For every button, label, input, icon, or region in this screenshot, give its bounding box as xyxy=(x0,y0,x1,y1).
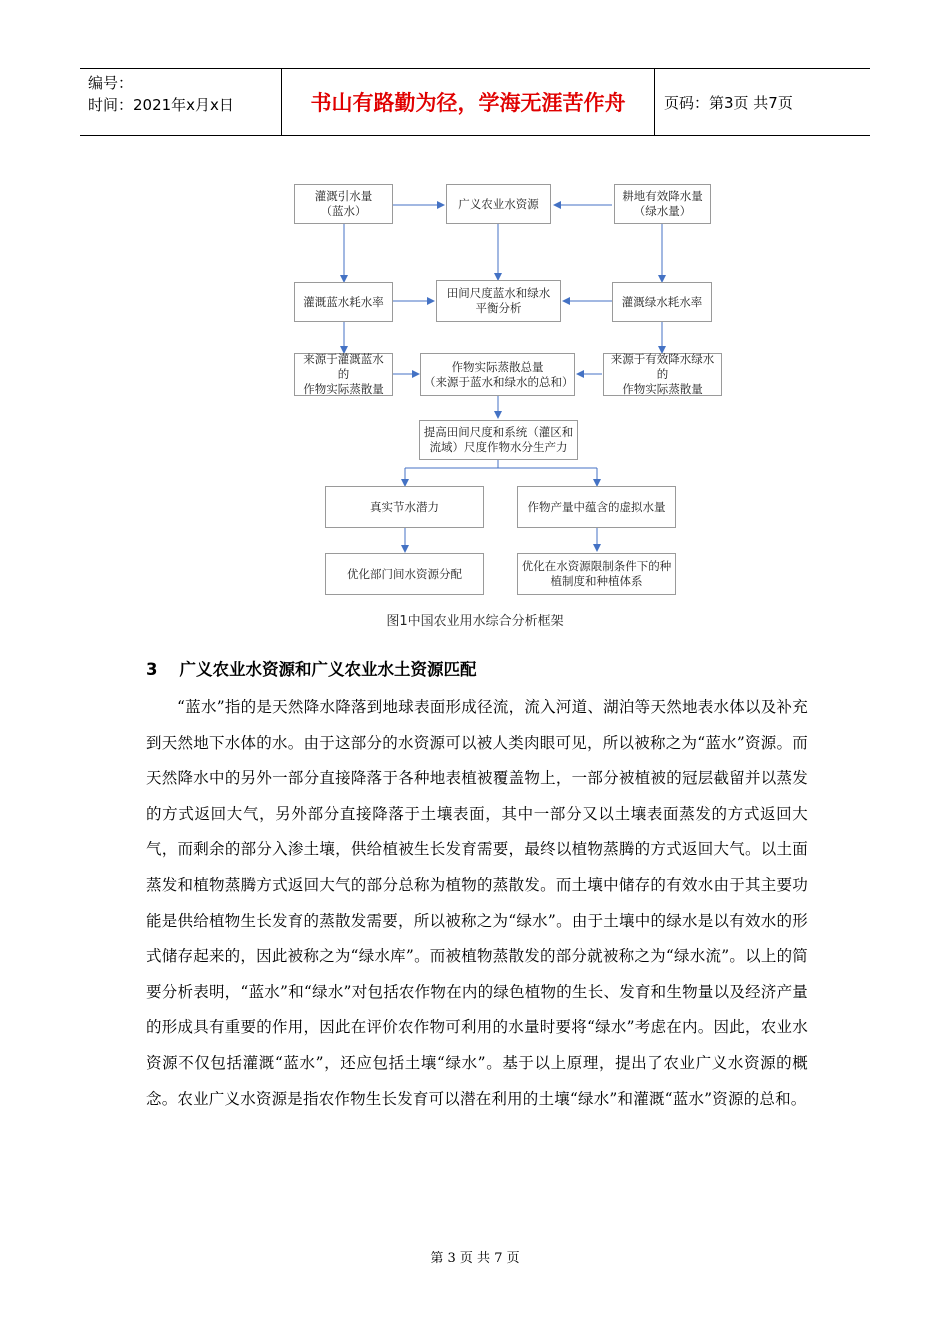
code-label: 编号： xyxy=(88,74,134,92)
box-broad-water-resources: 广义农业水资源 xyxy=(446,184,551,224)
box-effective-precipitation: 耕地有效降水量 （绿水量） xyxy=(614,184,711,224)
box-green-consumption-rate: 灌溉绿水耗水率 xyxy=(612,282,712,322)
box-irrigation-intake: 灌溉引水量 （蓝水） xyxy=(294,184,393,224)
box-blue-consumption-rate: 灌溉蓝水耗水率 xyxy=(294,282,393,322)
box-water-saving-potential: 真实节水潜力 xyxy=(325,486,484,528)
section-heading xyxy=(146,656,476,680)
header-motto: 书山有路勤为径，学海无涯苦作舟 xyxy=(310,91,626,115)
box-field-balance: 田间尺度蓝水和绿水 平衡分析 xyxy=(436,280,561,322)
box-sector-allocation: 优化部门间水资源分配 xyxy=(325,553,484,595)
body-paragraph: “蓝水”指的是天然降水降落到地球表面形成径流，流入河道、湖泊等天然地表水体以及补充到天然地下水体的水。由于这部分的水资源可以被人类肉眼可见，所以被称之为“蓝水”资源。而天然降水中的另外一部分直接降落于各种地表植被覆盖物上，一部分被植被的冠层截留并以蒸发的方式返回大气，另外部分直接降落于土壤表面，其中一部分又以土壤表面蒸发的方式返回大气，而剩余的部分入渗土壤，供给植被生长发育需要，最终以植物蒸腾的方式返回大气。以土面蒸发和植物蒸腾方式返回大气的部分总称为植物的蒸散发。而土壤中储存的有效水由于其主要功能是供给植物生长发育的蒸散发需要，所以被称之为“绿水”。由于土壤中的绿水是以有效水的形式储存起来的，因此被称之为“绿水库”。而被植物蒸散发的部分就被称之为“绿水流”。以上的简要分析表明，“蓝水”和“绿水”对包括农作物在内的绿色植物的生长、发育和生物量以及经济产量的形成具有重要的作用，因此在评价农作物可利用的水量时要将“绿水”考虑在内。因此，农业水资源不仅包括灌溉“蓝水”，还应包括土壤“绿水”。基于以上原理，提出了农业广义水资源的概念。农业广义水资源是指农作物生长发育可以潜在利用的土壤“绿水”和灌溉“蓝水”资源的总和。 xyxy=(146,698,808,1108)
box-virtual-water: 作物产量中蕴含的虚拟水量 xyxy=(517,486,676,528)
section-number: 3 xyxy=(146,660,158,679)
page-number-label: 页码：第3页 共7页 xyxy=(664,93,793,112)
box-water-productivity: 提高田间尺度和系统（灌区和 流域）尺度作物水分生产力 xyxy=(419,420,578,460)
time-label: 时间：2021年x月x日 xyxy=(88,96,234,114)
framework-diagram xyxy=(0,0,950,640)
box-total-et: 作物实际蒸散总量 （来源于蓝水和绿水的总和） xyxy=(420,353,575,396)
page-footer: 第 3 页 共 7 页 xyxy=(430,1251,520,1266)
box-green-et: 来源于有效降水绿水的 作物实际蒸散量 xyxy=(603,353,722,396)
box-cropping-system: 优化在水资源限制条件下的种 植制度和种植体系 xyxy=(517,553,676,595)
box-blue-et: 来源于灌溉蓝水的 作物实际蒸散量 xyxy=(294,353,393,396)
section-title: 广义农业水资源和广义农业水土资源匹配 xyxy=(179,660,477,679)
figure-caption: 图1中国农业用水综合分析框架 xyxy=(386,614,564,629)
